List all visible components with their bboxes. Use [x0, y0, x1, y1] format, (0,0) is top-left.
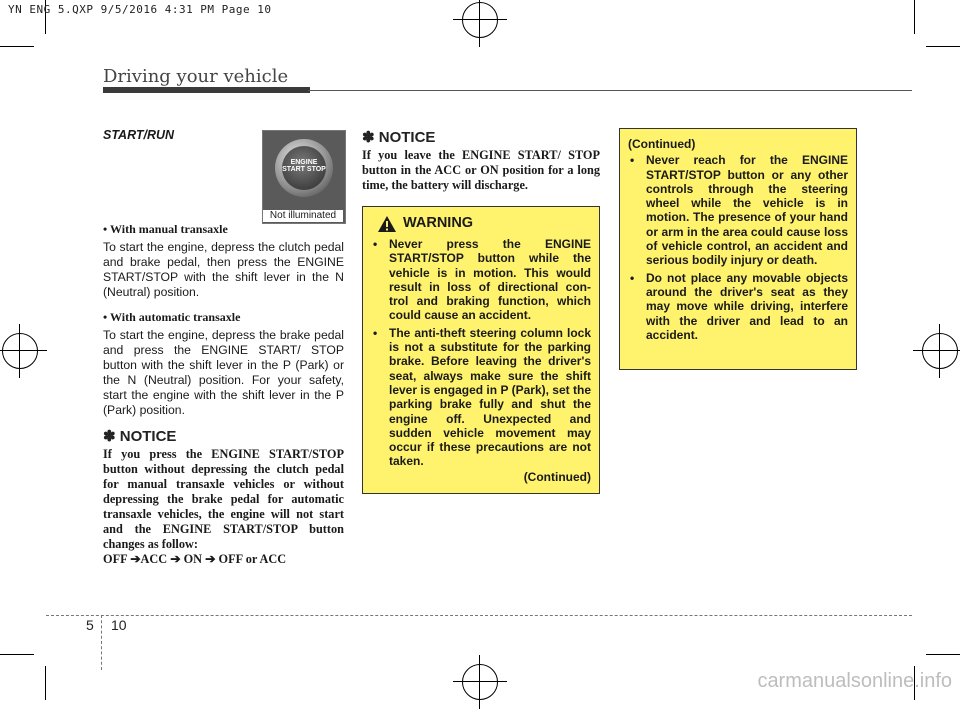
warning-continued-box [619, 128, 857, 370]
continued-item-1: • Never reach for the ENGINE START/STOP button or any other controls through the steering wheel while the vehicle is in motion. The presence of your hand or arm in the area could cause loss of vehicle control, an accident and serious bodily injury or death. [630, 153, 848, 268]
manual-transaxle-text: To start the engine, depress the clutch pedal and brake pedal, then press the ENGINE START/STOP with the shift lever in the N (Neutral) position. [103, 240, 344, 299]
notice-text: If you press the ENGINE START/STOP button without depressing the clutch pedal for manual transaxle vehicles or without depressing the brake pedal for automatic transaxle vehicles, the engine will not start and the ENGINE START/STOP button changes as follow: [103, 447, 344, 551]
notice-heading-2 [362, 128, 600, 146]
engine-button-icon [275, 139, 333, 197]
button-face: ENGINE START STOP [282, 146, 326, 190]
warning-triangle-icon [377, 215, 397, 238]
continued-item-2: • Do not place any movable objects around the driver's seat as they may move while driving, interfere with the driver and lead to an accident. [630, 270, 848, 342]
image-caption: Not illuminated [263, 210, 343, 222]
warning-title: WARNING [403, 215, 474, 231]
warning-item-1: • Never press the ENGINE START/STOP button while the vehicle is in motion. This would result in loss of directional con- trol and braking function, which could cause an accident. [373, 237, 591, 323]
notice-text-2: If you leave the ENGINE START/ STOP button in the ACC or ON position for a long time, the battery will discharge. [362, 148, 600, 192]
start-run-heading: START/RUN [103, 128, 175, 142]
notice-symbol-icon: ✽ [103, 428, 116, 445]
warning-continued: (Continued) [523, 469, 591, 484]
header-rule [308, 90, 912, 91]
section-title: Driving your vehicle [103, 66, 289, 87]
warning-box [362, 206, 600, 494]
button-sequence: OFF ➔ACC ➔ ON ➔ OFF or ACC [103, 552, 287, 566]
registration-mark-top [462, 2, 498, 38]
notice-symbol-icon-2: ✽ [362, 129, 375, 146]
notice-heading [103, 427, 344, 445]
automatic-transaxle-text: To start the engine, depress the brake pedal and press the ENGINE START/ STOP button with the shift lever in the P (Park) or the N (Neutral) position. For your safety, start the engine with the shift lever in the P (Park) position. [103, 328, 344, 417]
continued-heading: (Continued) [628, 137, 696, 151]
notice-title-2: NOTICE [378, 129, 436, 146]
chapter-number: 5 [86, 617, 94, 633]
notice-title: NOTICE [119, 428, 177, 445]
page-number: 10 [111, 617, 127, 633]
registration-mark-left [2, 333, 38, 369]
registration-mark-bottom [462, 664, 498, 700]
print-slug: YN ENG 5.QXP 9/5/2016 4:31 PM Page 10 [8, 3, 272, 16]
automatic-transaxle-subhead: • With automatic transaxle [103, 310, 241, 324]
manual-transaxle-subhead: • With manual transaxle [103, 222, 228, 236]
footer-rule [46, 615, 912, 616]
header-bar [103, 87, 310, 93]
footer-separator [101, 615, 102, 670]
warning-item-2: • The anti-theft steering column lock is not a substitute for the parking brake. Before leaving the driver's seat, always make sure the shift lever is engaged in P (Park), set the parking brake fully and shut the engine off. Unexpected and sudden vehicle movement may occur if these precautions are not taken. [373, 325, 591, 469]
watermark: carmanualsonline.info [757, 670, 952, 692]
registration-mark-right [922, 333, 958, 369]
